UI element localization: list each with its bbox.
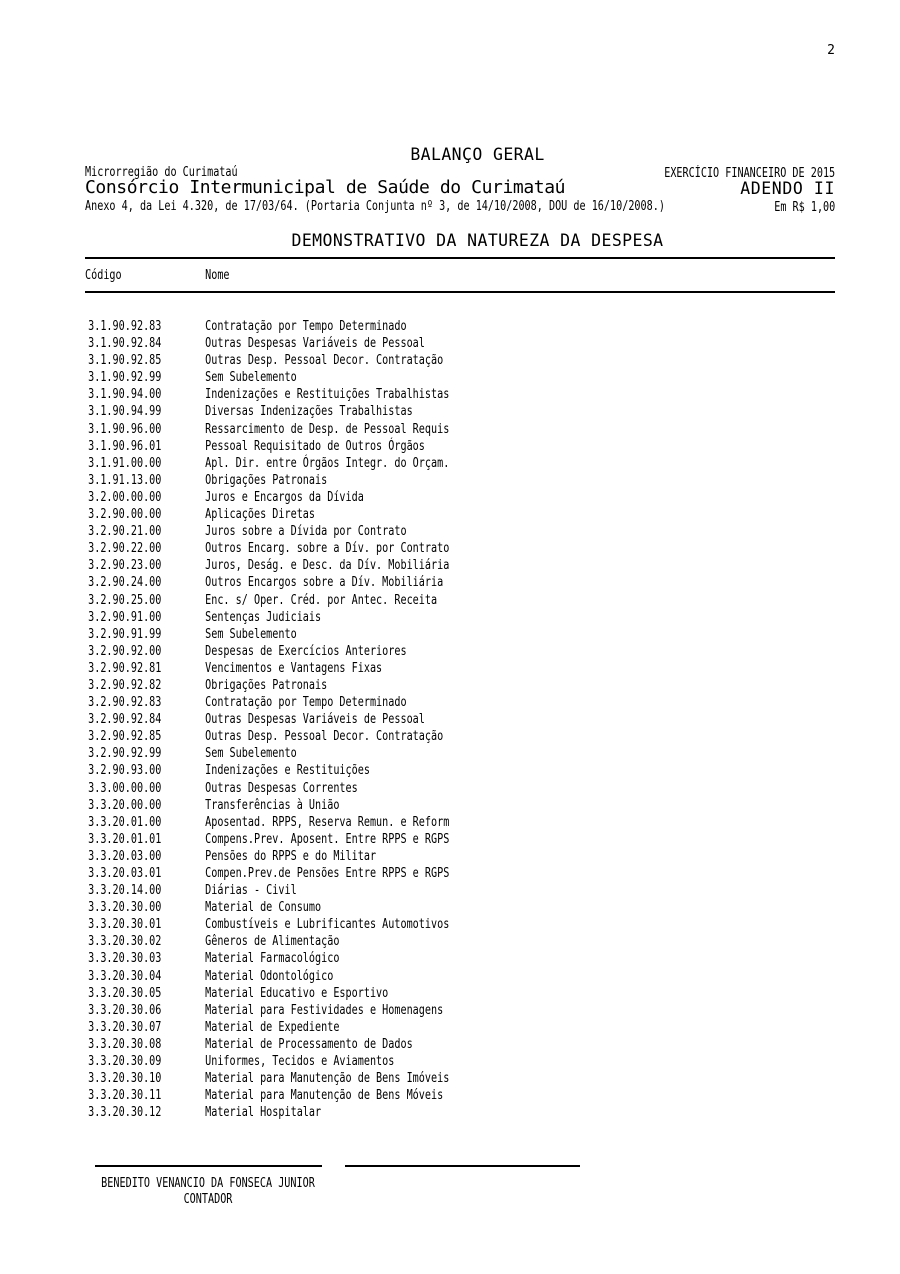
row-name: Obrigações Patronais	[205, 472, 328, 488]
table-row	[85, 814, 835, 831]
table-row	[85, 1104, 835, 1121]
table-row	[85, 1087, 835, 1104]
row-code: 3.3.20.30.09	[88, 1054, 162, 1070]
row-name: Contratação por Tempo Determinado	[205, 319, 407, 334]
row-code: 3.3.00.00.00	[88, 780, 162, 796]
row-code: 3.2.90.22.00	[88, 541, 162, 557]
table-row	[85, 421, 835, 438]
row-code: 3.2.90.00.00	[88, 507, 162, 523]
row-name: Diversas Indenizações Trabalhistas	[205, 404, 413, 420]
table-row	[85, 369, 835, 386]
row-name: Compens.Prev. Aposent. Entre RPPS e RGPS	[205, 831, 450, 847]
row-code: 3.1.90.92.99	[88, 370, 162, 386]
row-code: 3.2.90.25.00	[88, 592, 162, 608]
table-row	[85, 335, 835, 352]
row-code: 3.3.20.30.07	[88, 1019, 162, 1035]
signatory-name: BENEDITO VENANCIO DA FONSECA JUNIOR	[101, 1176, 315, 1191]
row-code: 3.3.20.01.01	[88, 831, 162, 847]
table-row	[85, 1019, 835, 1036]
table-row	[85, 831, 835, 848]
row-code: 3.2.90.21.00	[88, 524, 162, 540]
row-name: Material de Consumo	[205, 900, 322, 916]
row-name: Outras Despesas Variáveis de Pessoal	[205, 712, 425, 728]
row-code: 3.3.20.30.04	[88, 968, 162, 984]
table-row	[85, 626, 835, 643]
table-row	[85, 797, 835, 814]
row-code: 3.2.90.91.99	[88, 626, 162, 642]
row-name: Material de Expediente	[205, 1019, 340, 1035]
row-name: Aplicações Diretas	[205, 507, 316, 523]
row-code: 3.2.90.91.00	[88, 609, 162, 625]
table-row	[85, 318, 835, 335]
row-name: Diárias - Civil	[205, 883, 297, 899]
column-header-name: Nome	[205, 268, 230, 283]
table-row	[85, 523, 835, 540]
row-code: 3.1.90.96.00	[88, 421, 162, 437]
table-row	[85, 403, 835, 420]
row-code: 3.1.91.00.00	[88, 455, 162, 471]
row-code: 3.3.20.30.06	[88, 1002, 162, 1018]
row-code: 3.3.20.30.02	[88, 934, 162, 950]
table-row	[85, 540, 835, 557]
table-body	[85, 318, 835, 1121]
row-name: Material Hospitalar	[205, 1105, 322, 1121]
row-code: 3.3.20.03.01	[88, 866, 162, 881]
row-code: 3.1.90.92.85	[88, 353, 162, 369]
row-name: Juros, Deság. e Desc. da Dív. Mobiliária	[205, 558, 450, 574]
row-code: 3.3.20.30.00	[88, 900, 162, 916]
table-row	[85, 643, 835, 660]
signature-block	[91, 1176, 325, 1208]
row-name: Combustíveis e Lubrificantes Automotivos	[205, 917, 450, 933]
header-region: Microrregião do Curimataú	[85, 165, 238, 180]
table-header	[85, 257, 835, 293]
row-name: Outras Despesas Variáveis de Pessoal	[205, 336, 425, 352]
row-name: Material de Processamento de Dados	[205, 1036, 413, 1052]
row-name: Material para Manutenção de Bens Imóveis	[205, 1071, 450, 1087]
row-name: Compen.Prev.de Pensões Entre RPPS e RGPS	[205, 866, 450, 881]
row-code: 3.1.90.94.00	[88, 387, 162, 403]
row-name: Vencimentos e Vantagens Fixas	[205, 660, 383, 676]
row-name: Gêneros de Alimentação	[205, 934, 340, 950]
row-name: Obrigações Patronais	[205, 677, 328, 693]
row-name: Sentenças Judiciais	[205, 609, 322, 625]
row-code: 3.3.20.30.10	[88, 1071, 162, 1087]
row-code: 3.2.00.00.00	[88, 489, 162, 505]
row-code: 3.3.20.30.01	[88, 917, 162, 933]
row-name: Material Farmacológico	[205, 951, 340, 967]
page-number: 2	[827, 43, 835, 58]
row-code: 3.3.20.30.05	[88, 985, 162, 1001]
row-name: Material para Manutenção de Bens Móveis	[205, 1088, 444, 1104]
row-name: Outros Encargos sobre a Dív. Mobiliária	[205, 575, 444, 591]
row-name: Pessoal Requisitado de Outros Órgãos	[205, 438, 425, 454]
row-name: Indenizações e Restituições	[205, 763, 370, 779]
table-row	[85, 916, 835, 933]
row-name: Material Odontológico	[205, 968, 334, 984]
row-code: 3.3.20.00.00	[88, 797, 162, 813]
header-adendo: ADENDO II	[740, 179, 835, 198]
row-code: 3.3.20.30.08	[88, 1036, 162, 1052]
table-row	[85, 950, 835, 967]
row-code: 3.1.90.94.99	[88, 404, 162, 420]
table-row	[85, 745, 835, 762]
row-code: 3.3.20.30.12	[88, 1105, 162, 1121]
table-row	[85, 762, 835, 779]
table-row	[85, 592, 835, 609]
table-row	[85, 968, 835, 985]
header-legal-reference: Anexo 4, da Lei 4.320, de 17/03/64. (Portaria Conjunta nº 3, de 14/10/2008, DOU de 16/10/2008.)	[85, 199, 665, 214]
row-name: Aposentad. RPPS, Reserva Remun. e Reform	[205, 814, 450, 830]
row-code: 3.3.20.01.00	[88, 814, 162, 830]
row-name: Ressarcimento de Desp. de Pessoal Requis	[205, 421, 450, 437]
signature-line-right	[345, 1165, 580, 1167]
row-code: 3.2.90.92.00	[88, 643, 162, 659]
row-code: 3.3.20.14.00	[88, 883, 162, 899]
signature-line-left	[95, 1165, 322, 1167]
row-code: 3.2.90.23.00	[88, 558, 162, 574]
table-row	[85, 728, 835, 745]
table-row	[85, 882, 835, 899]
table-row	[85, 1070, 835, 1087]
row-name: Sem Subelemento	[205, 626, 297, 642]
row-name: Uniformes, Tecidos e Aviamentos	[205, 1054, 395, 1070]
row-name: Pensões do RPPS e do Militar	[205, 848, 377, 864]
header-currency-unit: Em R$ 1,00	[773, 200, 835, 215]
row-name: Sem Subelemento	[205, 746, 297, 762]
row-name: Outras Despesas Correntes	[205, 780, 358, 796]
table-row	[85, 438, 835, 455]
column-header-code: Código	[85, 268, 122, 283]
table-row	[85, 865, 835, 882]
header-org-name: Consórcio Intermunicipal de Saúde do Curimataú	[85, 177, 566, 198]
row-name: Despesas de Exercícios Anteriores	[205, 643, 407, 659]
row-code: 3.2.90.92.84	[88, 712, 162, 728]
row-name: Juros e Encargos da Dívida	[205, 489, 364, 505]
table-row	[85, 711, 835, 728]
row-name: Outros Encarg. sobre a Dív. por Contrato	[205, 541, 450, 557]
row-name: Contratação por Tempo Determinado	[205, 695, 407, 711]
table-row	[85, 472, 835, 489]
table-row	[85, 1053, 835, 1070]
row-code: 3.2.90.93.00	[88, 763, 162, 779]
row-name: Juros sobre a Dívida por Contrato	[205, 524, 407, 540]
table-row	[85, 609, 835, 626]
row-code: 3.1.90.92.83	[88, 319, 162, 334]
row-name: Outras Desp. Pessoal Decor. Contratação	[205, 353, 444, 369]
table-row	[85, 386, 835, 403]
row-name: Apl. Dir. entre Órgãos Integr. do Orçam.	[205, 455, 450, 471]
row-name: Sem Subelemento	[205, 370, 297, 386]
row-code: 3.2.90.92.81	[88, 660, 162, 676]
row-code: 3.1.90.92.84	[88, 336, 162, 352]
header-exercise: EXERCÍCIO FINANCEIRO DE 2015	[664, 166, 835, 181]
row-code: 3.2.90.92.99	[88, 746, 162, 762]
row-name: Transferências à União	[205, 797, 340, 813]
row-code: 3.3.20.03.00	[88, 848, 162, 864]
row-name: Indenizações e Restituições Trabalhistas	[205, 387, 450, 403]
table-row	[85, 506, 835, 523]
table-row	[85, 574, 835, 591]
table-row	[85, 1002, 835, 1019]
table-row	[85, 933, 835, 950]
table-row	[85, 1036, 835, 1053]
row-code: 3.2.90.24.00	[88, 575, 162, 591]
table-row	[85, 677, 835, 694]
row-name: Material para Festividades e Homenagens	[205, 1002, 444, 1018]
row-name: Enc. s/ Oper. Créd. por Antec. Receita	[205, 592, 438, 608]
row-code: 3.2.90.92.83	[88, 695, 162, 711]
table-row	[85, 694, 835, 711]
table-row	[85, 899, 835, 916]
report-title: BALANÇO GERAL	[410, 145, 545, 164]
row-name: Outras Desp. Pessoal Decor. Contratação	[205, 729, 444, 745]
row-code: 3.3.20.30.11	[88, 1088, 162, 1104]
table-row	[85, 660, 835, 677]
table-row	[85, 455, 835, 472]
table-row	[85, 489, 835, 506]
table-row	[85, 780, 835, 797]
table-row	[85, 557, 835, 574]
section-title: DEMONSTRATIVO DA NATUREZA DA DESPESA	[291, 231, 664, 250]
row-code: 3.3.20.30.03	[88, 951, 162, 967]
table-row	[85, 985, 835, 1002]
row-code: 3.1.91.13.00	[88, 472, 162, 488]
table-row	[85, 352, 835, 369]
table-row	[85, 848, 835, 865]
row-name: Material Educativo e Esportivo	[205, 985, 389, 1001]
signatory-role: CONTADOR	[183, 1192, 233, 1207]
row-code: 3.2.90.92.82	[88, 677, 162, 693]
row-code: 3.2.90.92.85	[88, 729, 162, 745]
row-code: 3.1.90.96.01	[88, 438, 162, 454]
